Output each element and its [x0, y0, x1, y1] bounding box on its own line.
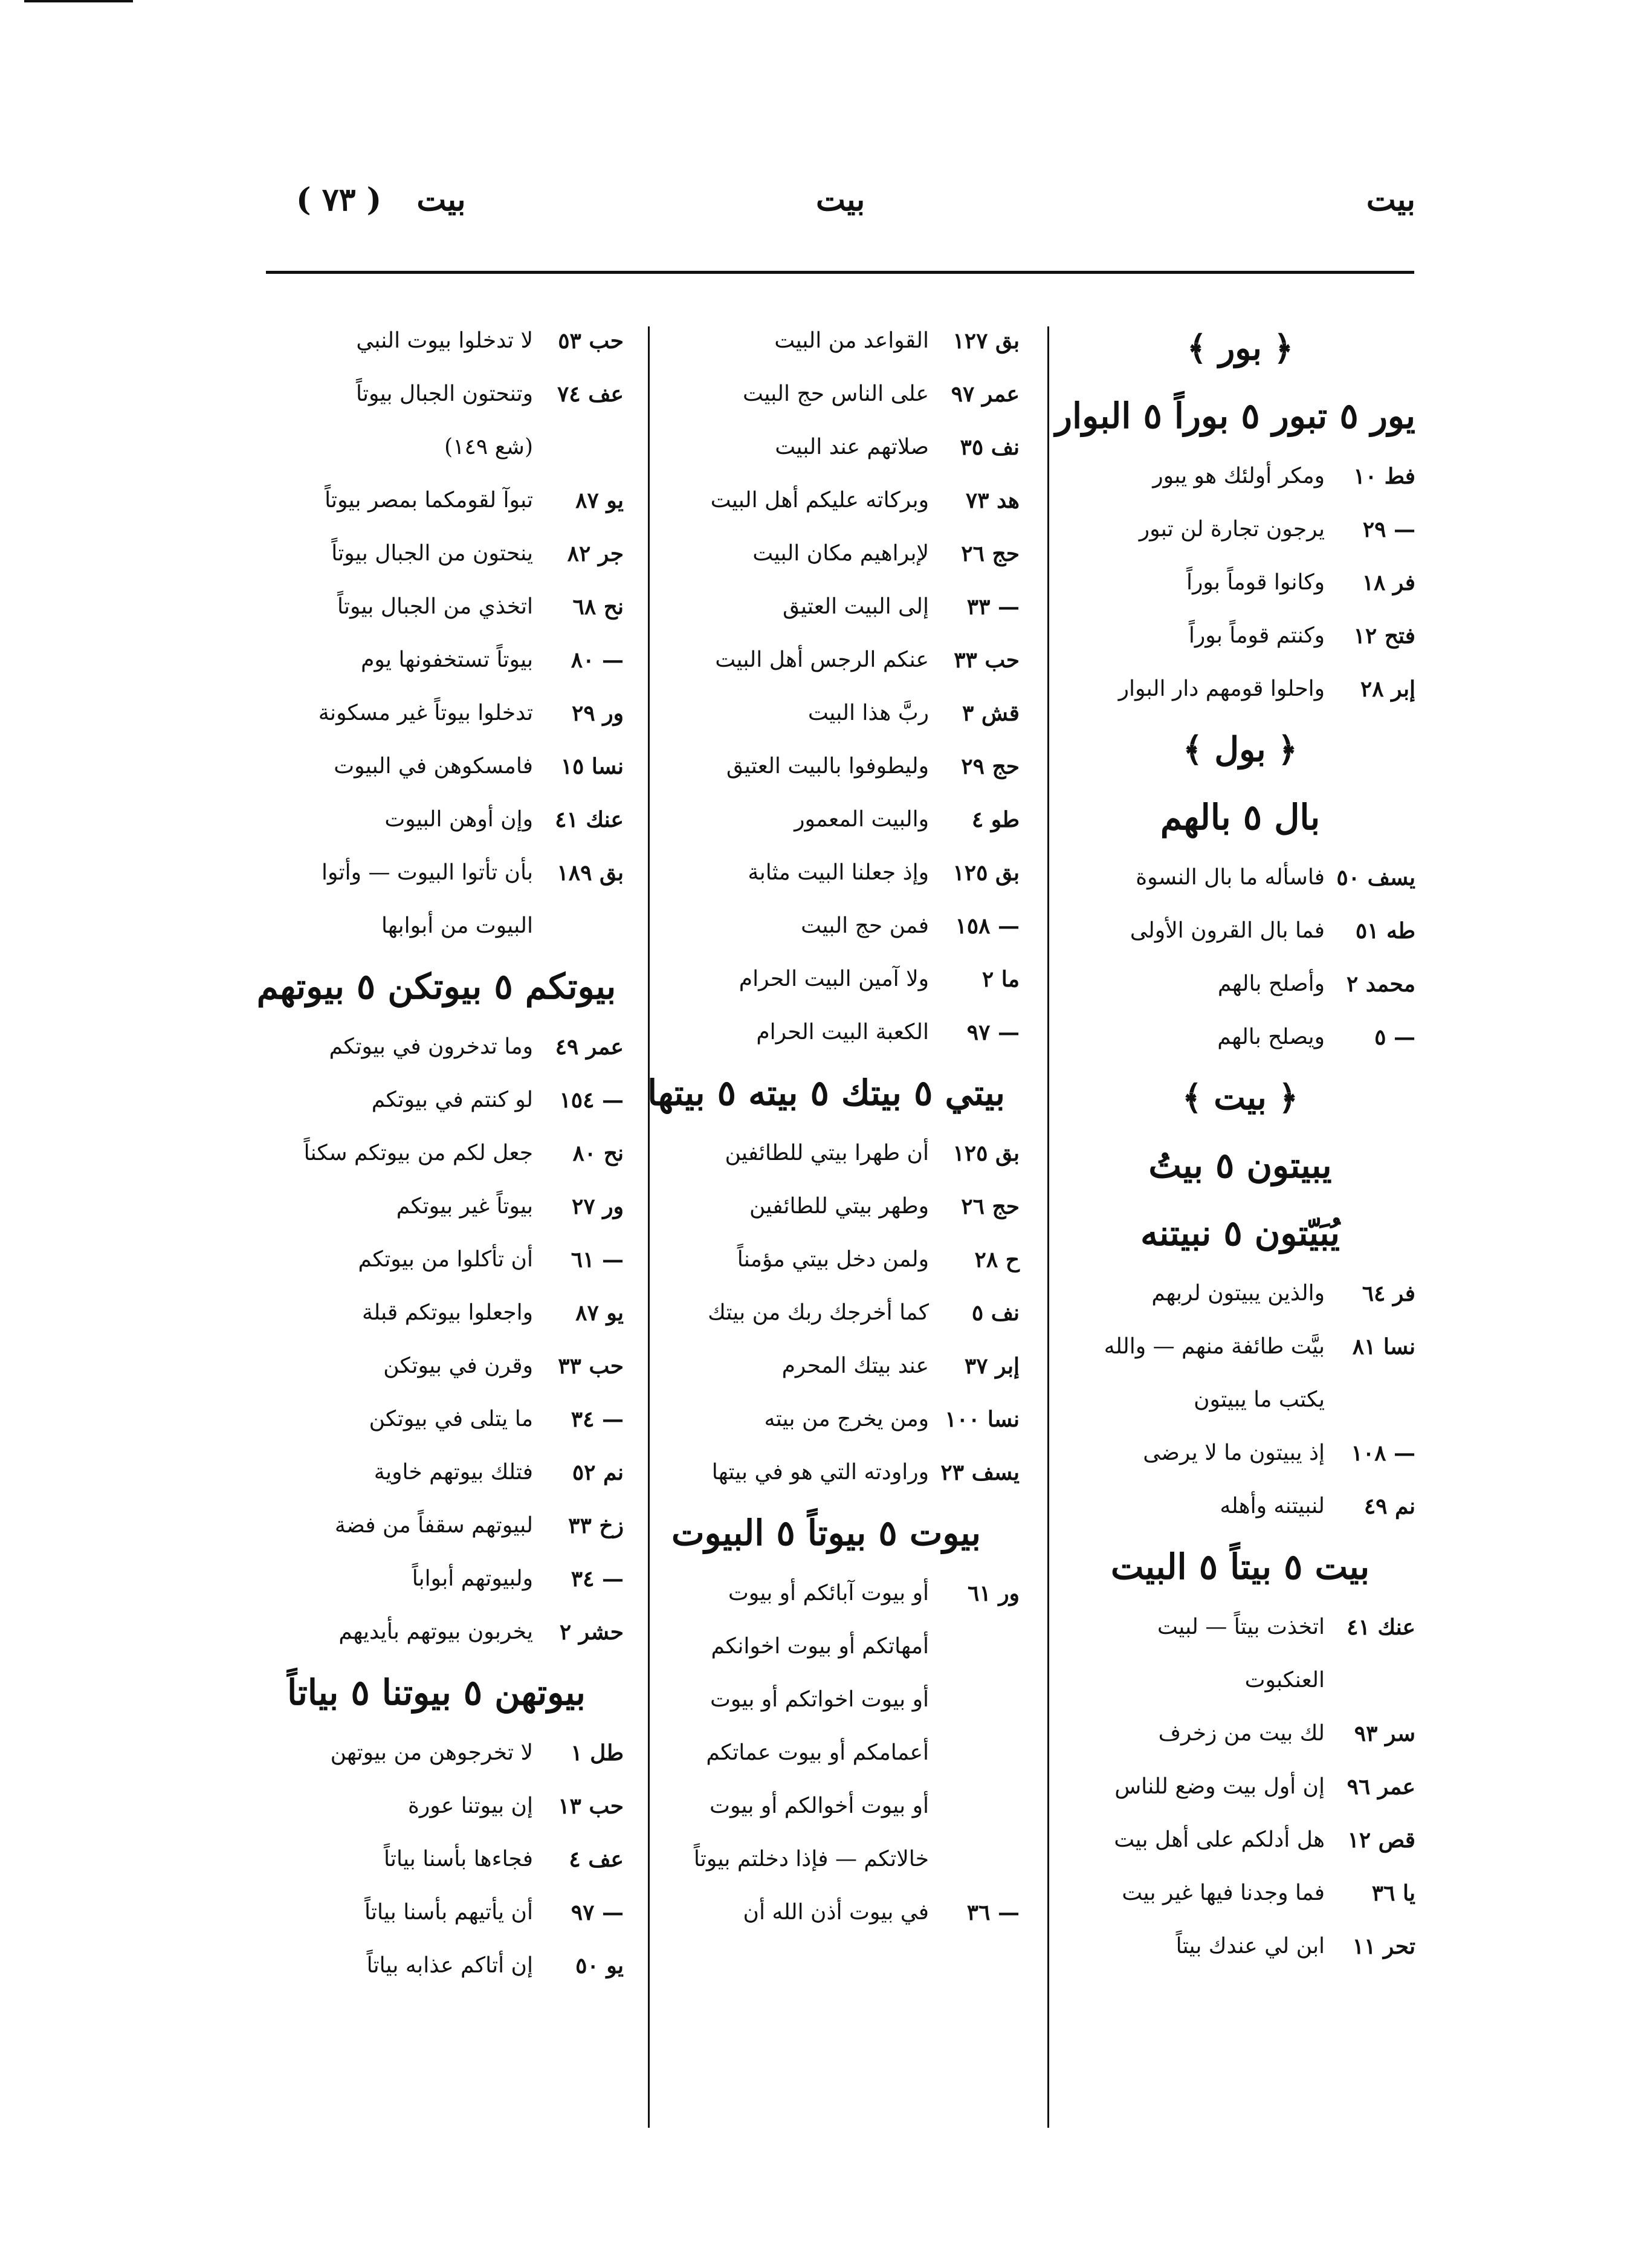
entry-text: لا تدخلوا بيوت النبي [356, 328, 533, 353]
entry-reference: طو ٤ [971, 807, 1020, 832]
entry-reference: نح ٦٨ [572, 594, 624, 620]
entry-reference: — ١٠٨ [1351, 1440, 1415, 1466]
entry-reference: حب ٣٣ [954, 647, 1020, 673]
concordance-entry [249, 1393, 624, 1446]
concordance-entry [249, 474, 624, 527]
entry-text: أن طهرا بيتي للطائفين [725, 1141, 929, 1165]
concordance-entry [249, 846, 624, 899]
entry-text: وإذ جعلنا البيت مثابة [748, 860, 929, 885]
entry-continuation: العنكبوت [1244, 1668, 1325, 1693]
entry-reference: — ٨٠ [571, 647, 624, 673]
header-left-word: بيت [416, 181, 466, 218]
word-forms-heading: بيت ٥ بيتاً ٥ البيت [1110, 1546, 1370, 1587]
entry-reference: حب ٥٣ [558, 328, 624, 354]
entry-text: واحلوا قومهم دار البوار [1118, 676, 1325, 701]
entry-reference: بق ١٢٥ [952, 860, 1020, 886]
entry-reference: طه ٥١ [1355, 918, 1415, 944]
concordance-entry [633, 740, 1020, 793]
entry-text: لإبراهيم مكان البيت [752, 541, 929, 566]
concordance-entry [633, 527, 1020, 580]
entry-reference: نم ٥٢ [572, 1460, 624, 1485]
entry-text: وبركاته عليكم أهل البيت [710, 488, 929, 513]
concordance-entry [249, 1605, 624, 1659]
concordance-entry [1065, 1320, 1415, 1373]
concordance-entry [249, 314, 624, 368]
entry-reference: — ٦١ [571, 1247, 624, 1272]
entry-text: وكنتم قوماً بوراً [1188, 623, 1325, 648]
entry-text: ما يتلى في بيوتكن [369, 1407, 533, 1431]
entry-reference: يا ٣٦ [1371, 1881, 1415, 1906]
concordance-entry [1065, 1601, 1415, 1654]
header-left [296, 181, 466, 218]
concordance-entry [1065, 1480, 1415, 1533]
concordance-entry [633, 1340, 1020, 1393]
concordance-entry [633, 580, 1020, 633]
entry-text: تبوآ لقومكما بمصر بيوتاً [325, 488, 533, 513]
concordance-entry [633, 1127, 1020, 1180]
concordance-entry [1065, 1707, 1415, 1760]
concordance-entry [249, 1780, 624, 1833]
entry-reference: نح ٨٠ [572, 1141, 624, 1166]
entry-reference: تحر ١١ [1352, 1934, 1415, 1959]
concordance-entry [249, 580, 624, 633]
concordance-entry [1065, 1813, 1415, 1867]
entry-text: ومن يخرج من بيته [764, 1407, 929, 1431]
entry-reference: نسا ١٠٠ [945, 1407, 1020, 1432]
entry-reference: عف ٧٤ [557, 381, 624, 407]
word-forms-heading: بيوتهن ٥ بيوتنا ٥ بياتاً [287, 1672, 586, 1713]
entry-text: ينحتون من الجبال بيوتاً [331, 541, 533, 566]
entry-reference: محمد ٢ [1346, 971, 1415, 997]
entry-text: وطهر بيتي للطائفين [749, 1194, 929, 1219]
entry-text: وقرن في بيوتكن [383, 1353, 533, 1378]
entry-reference: — ٣٣ [966, 594, 1020, 620]
entry-text: القواعد من البيت [774, 328, 929, 353]
concordance-entry [1065, 609, 1415, 663]
top-edge-rule [24, 0, 133, 2]
entry-reference: نسا ٨١ [1352, 1334, 1415, 1359]
concordance-entry [1065, 1760, 1415, 1813]
concordance-entry [249, 687, 624, 740]
concordance-entry [633, 314, 1020, 368]
entry-text: عنكم الرجس أهل البيت [715, 647, 929, 672]
concordance-entry [1065, 663, 1415, 716]
concordance-entry [633, 953, 1020, 1006]
concordance-entry [249, 1726, 624, 1780]
entry-reference: — ١٥٨ [955, 913, 1020, 939]
column-divider-right [1047, 326, 1049, 2128]
entry-text: لك بيت من زخرف [1158, 1721, 1325, 1746]
entry-continuation: أو بيوت اخواتكم أو بيوت [710, 1687, 929, 1712]
header-rule [266, 271, 1414, 274]
entry-reference: إبر ٢٨ [1360, 676, 1415, 702]
entry-reference: قش ٣ [962, 701, 1020, 726]
entry-reference: حب ١٣ [558, 1793, 624, 1819]
entry-text: لا تخرجوهن من بيوتهن [330, 1740, 533, 1765]
word-forms-heading: بيوت ٥ بيوتاً ٥ البيوت [671, 1512, 981, 1554]
root-heading: ﴿ بول ﴾ [1183, 730, 1298, 770]
concordance-entry [249, 1180, 624, 1233]
entry-text: في بيوت أذن الله أن [743, 1900, 929, 1925]
entry-reference: يو ٨٧ [575, 488, 624, 513]
entry-text: وكانوا قوماً بوراً [1186, 570, 1325, 595]
concordance-entry [1065, 1267, 1415, 1320]
word-forms-heading: يُبَيّتون ٥ نبيتنه [1140, 1213, 1340, 1254]
concordance-entry [1065, 904, 1415, 957]
entry-reference: — ٣٦ [966, 1900, 1020, 1925]
entry-reference: عنك ٤١ [555, 807, 624, 832]
concordance-entry [249, 1886, 624, 1939]
entry-text: والذين يبيتون لربهم [1151, 1281, 1325, 1306]
concordance-entry [633, 633, 1020, 687]
concordance-entry [633, 1446, 1020, 1499]
entry-text: بأن تأتوا البيوت — وأتوا [322, 860, 533, 885]
entry-text: ولمن دخل بيتي مؤمناً [737, 1247, 929, 1272]
entry-text: فجاءها بأسنا بياتاً [383, 1847, 533, 1871]
entry-text: ولبيوتهم أبواباً [412, 1566, 533, 1591]
header-right-word: بيت [1366, 181, 1415, 218]
entry-reference: نم ٤٩ [1363, 1494, 1415, 1519]
entry-reference: نف ٣٥ [960, 435, 1020, 460]
concordance-entry [633, 1006, 1020, 1059]
concordance-entry [1065, 1867, 1415, 1920]
entry-reference: — ٩٧ [966, 1020, 1020, 1045]
concordance-entry [633, 474, 1020, 527]
concordance-entry [1065, 1920, 1415, 1973]
entry-text: فامسكوهن في البيوت [334, 754, 533, 779]
entry-reference: سر ٩٣ [1354, 1721, 1415, 1746]
entry-text: بيوتاً غير بيوتكم [396, 1194, 533, 1219]
entry-text: ومكر أولئك هو يبور [1153, 464, 1325, 488]
entry-text: وليطوفوا بالبيت العتيق [726, 754, 929, 779]
concordance-entry [1065, 1011, 1415, 1064]
concordance-entry [633, 687, 1020, 740]
entry-reference: عمر ٩٦ [1347, 1774, 1415, 1800]
entry-reference: زخ ٣٣ [568, 1513, 624, 1538]
column-middle [633, 314, 1020, 1939]
entry-text: يخربون بيوتهم بأيديهم [338, 1619, 533, 1644]
entry-reference: حشر ٢ [559, 1619, 624, 1645]
entry-continuation: أعمامكم أو بيوت عماتكم [706, 1740, 929, 1765]
entry-text: إن أتاكم عذابه بياتاً [366, 1953, 533, 1978]
entry-reference: حب ٣٣ [558, 1353, 624, 1379]
root-heading: ﴿ بيت ﴾ [1182, 1078, 1299, 1118]
entry-text: جعل لكم من بيوتكم سكناً [303, 1141, 533, 1165]
entry-text: فتلك بيوتهم خاوية [373, 1460, 533, 1485]
concordance-entry [249, 793, 624, 846]
entry-text: تدخلوا بيوتاً غير مسكونة [318, 701, 533, 725]
entry-reference: ما ٢ [981, 967, 1020, 992]
entry-reference: يسف ٥٠ [1336, 865, 1415, 890]
concordance-entry [249, 1446, 624, 1499]
entry-reference: عف ٤ [569, 1847, 624, 1872]
word-forms-heading: يبيتون ٥ بيتُ [1148, 1145, 1332, 1186]
entry-reference: ح ٢٨ [974, 1247, 1020, 1272]
concordance-entry [1065, 851, 1415, 904]
entry-text: فمن حج البيت [801, 913, 929, 938]
concordance-entry [249, 1552, 624, 1605]
entry-reference: هد ٧٣ [965, 488, 1020, 513]
entry-reference: بق ١٢٧ [952, 328, 1020, 354]
entry-reference: — ٣٤ [571, 1407, 624, 1432]
concordance-entry [249, 1074, 624, 1127]
concordance-entry [249, 1939, 624, 1992]
entry-reference: حج ٢٦ [961, 541, 1020, 566]
concordance-entry [249, 1833, 624, 1886]
entry-text: فما وجدنا فيها غير بيت [1122, 1881, 1325, 1905]
entry-continuation: (شع ١٤٩) [444, 435, 533, 459]
entry-text: وما تدخرون في بيوتكم [329, 1034, 533, 1059]
entry-text: على الناس حج البيت [742, 381, 929, 406]
entry-text: كما أخرجك ربك من بيتك [708, 1300, 929, 1325]
entry-reference: نسا ١٥ [560, 754, 624, 779]
concordance-entry [633, 1233, 1020, 1286]
concordance-entry [1065, 503, 1415, 556]
entry-reference: فر ١٨ [1362, 570, 1415, 595]
entry-text: ويصلح بالهم [1217, 1025, 1325, 1049]
entry-text: وراودته التي هو في بيتها [711, 1460, 929, 1485]
entry-text: صلاتهم عند البيت [775, 435, 929, 459]
entry-text: لبيوتهم سقفاً من فضة [334, 1513, 533, 1538]
concordance-entry [1065, 450, 1415, 503]
column-left [249, 314, 624, 1992]
entry-reference: قص ١٢ [1347, 1827, 1415, 1853]
concordance-entry [249, 1499, 624, 1552]
entry-reference: ور ٢٩ [572, 701, 624, 726]
root-heading: ﴿ بور ﴾ [1186, 328, 1294, 368]
entry-text: يرجون تجارة لن تبور [1139, 517, 1325, 542]
concordance-entry [633, 1886, 1020, 1939]
entry-reference: يسف ٢٣ [940, 1460, 1020, 1485]
entry-text: فما بال القرون الأولى [1130, 918, 1325, 943]
word-forms-heading: يور ٥ تبور ٥ بوراً ٥ البوار [1055, 395, 1415, 436]
entry-text: عند بيتك المحرم [781, 1353, 929, 1378]
concordance-entry [249, 633, 624, 687]
entry-continuation: أو بيوت أخوالكم أو بيوت [710, 1793, 929, 1818]
entry-reference: فر ٦٤ [1362, 1281, 1415, 1306]
concordance-entry [249, 368, 624, 421]
word-forms-heading: بيوتكم ٥ بيوتكن ٥ بيوتهم [256, 966, 616, 1007]
entry-text: بيَّت طائفة منهم — والله [1104, 1334, 1325, 1359]
entry-text: وتنحتون الجبال بيوتاً [356, 381, 533, 406]
concordance-entry [633, 368, 1020, 421]
concordance-entry [249, 1020, 624, 1074]
concordance-entry [249, 740, 624, 793]
entry-reference: فتح ١٢ [1353, 623, 1415, 649]
entry-text: وإن أوهن البيوت [384, 807, 533, 832]
entry-reference: عنك ٤١ [1347, 1615, 1415, 1640]
column-right [1055, 314, 1415, 1973]
concordance-entry [633, 846, 1020, 899]
entry-reference: طل ١ [571, 1740, 624, 1766]
entry-reference: عمر ٤٩ [555, 1034, 624, 1060]
entry-reference: بق ١٢٥ [952, 1141, 1020, 1166]
entry-text: ابن لي عندك بيتاً [1175, 1934, 1325, 1959]
word-forms-heading: بيتي ٥ بيتك ٥ بيته ٥ بيتها [647, 1072, 1005, 1113]
entry-text: وأصلح بالهم [1217, 971, 1325, 996]
concordance-entry [249, 1127, 624, 1180]
entry-text: اتخذي من الجبال بيوتاً [337, 594, 533, 619]
entry-reference: بق ١٨٩ [557, 860, 624, 886]
entry-continuation: يكتب ما يبيتون [1194, 1387, 1325, 1412]
entry-continuation: أمهاتكم أو بيوت اخوانكم [711, 1634, 929, 1659]
concordance-entry [633, 1393, 1020, 1446]
entry-reference: — ٥ [1374, 1025, 1415, 1050]
entry-reference: ور ٦١ [968, 1581, 1020, 1606]
entry-reference: — ١٥٤ [559, 1087, 624, 1113]
concordance-entry [633, 899, 1020, 953]
header-middle-word: بيت [816, 181, 865, 218]
entry-text: هل أدلكم على أهل بيت [1114, 1827, 1325, 1852]
entry-reference: نف ٥ [971, 1300, 1020, 1326]
entry-text: إلى البيت العتيق [783, 594, 929, 619]
entry-text: أن يأتيهم بأسنا بياتاً [364, 1900, 533, 1925]
concordance-entry [633, 1180, 1020, 1233]
entry-text: ربَّ هذا البيت [807, 701, 929, 725]
entry-reference: حج ٢٩ [961, 754, 1020, 779]
entry-reference: عمر ٩٧ [951, 381, 1020, 407]
concordance-entry [633, 421, 1020, 474]
concordance-entry [1065, 556, 1415, 609]
concordance-entry [633, 1567, 1020, 1620]
concordance-entry [1065, 957, 1415, 1011]
entry-text: أن تأكلوا من بيوتكم [358, 1247, 533, 1272]
entry-text: والبيت المعمور [794, 807, 929, 832]
entry-reference: حج ٢٦ [961, 1194, 1020, 1219]
entry-text: واجعلوا بيوتكم قبلة [361, 1300, 533, 1325]
entry-reference: جر ٨٢ [567, 541, 624, 566]
entry-text: إن أول بيت وضع للناس [1114, 1774, 1325, 1799]
entry-reference: — ٩٧ [571, 1900, 624, 1925]
entry-text: إن بيوتنا عورة [408, 1793, 533, 1818]
entry-reference: فط ١٠ [1353, 464, 1415, 489]
entry-text: أو بيوت آبائكم أو بيوت [728, 1581, 929, 1605]
concordance-entry [249, 1286, 624, 1340]
entry-reference: إبر ٣٧ [964, 1353, 1020, 1379]
concordance-entry [249, 1340, 624, 1393]
entry-text: الكعبة البيت الحرام [756, 1020, 929, 1045]
entry-text: اتخذت بيتاً — لبيت [1157, 1615, 1325, 1639]
entry-text: لنبيتنه وأهله [1220, 1494, 1325, 1518]
entry-text: إذ يبيتون ما لا يرضى [1143, 1440, 1325, 1465]
entry-reference: يو ٥٠ [575, 1953, 624, 1978]
entry-reference: — ٣٤ [571, 1566, 624, 1592]
entry-reference: يو ٨٧ [575, 1300, 624, 1326]
concordance-entry [633, 1286, 1020, 1340]
page-number: ( ٧٣ ) [296, 181, 382, 218]
concordance-entry [633, 793, 1020, 846]
entry-continuation: خالاتكم — فإذا دخلتم بيوتاً [693, 1847, 929, 1871]
concordance-entry [1065, 1427, 1415, 1480]
word-forms-heading: بال ٥ بالهم [1160, 797, 1321, 838]
entry-continuation: البيوت من أبوابها [381, 913, 533, 938]
concordance-entry [249, 527, 624, 580]
entry-text: فاسأله ما بال النسوة [1136, 865, 1325, 890]
entry-text: ولا آمين البيت الحرام [739, 967, 929, 991]
entry-reference: ور ٢٧ [572, 1194, 624, 1219]
entry-text: بيوتاً تستخفونها يوم [361, 647, 533, 672]
concordance-entry [249, 1233, 624, 1286]
entry-text: لو كنتم في بيوتكم [371, 1087, 533, 1112]
entry-reference: — ٢٩ [1362, 517, 1415, 542]
